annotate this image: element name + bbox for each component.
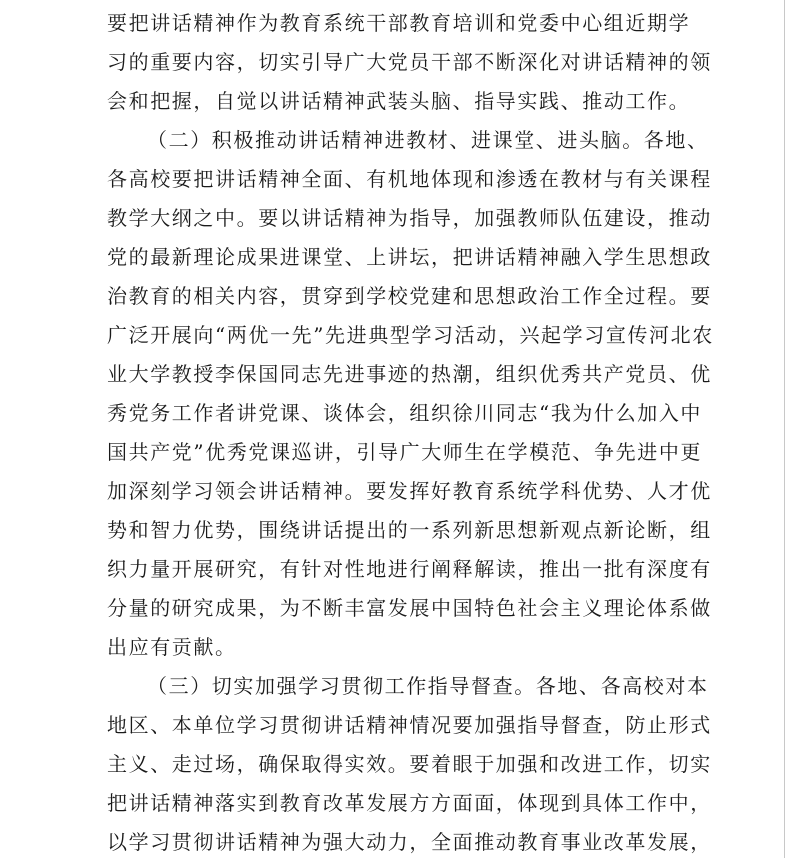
text-line: 出应有贡献。 xyxy=(107,635,237,659)
text-line: 织力量开展研究，有针对性地进行阐释解读，推出一批有深度有 xyxy=(107,557,712,581)
section-heading-line: （三）切实加强学习贯彻工作指导督查。各地、各高校对本 xyxy=(147,674,709,698)
section-heading-line: （二）积极推动讲话精神进教材、进课堂、进头脑。各地、 xyxy=(147,128,709,152)
text-line: 主义、走过场，确保取得实效。要着眼于加强和改进工作，切实 xyxy=(107,752,712,776)
text-line: 要把讲话精神作为教育系统干部教育培训和党委中心组近期学 xyxy=(107,11,691,35)
text-line: 分量的研究成果，为不断丰富发展中国特色社会主义理论体系做 xyxy=(107,596,712,620)
text-line: 治教育的相关内容，贯穿到学校党建和思想政治工作全过程。要 xyxy=(107,284,712,308)
text-line: 国共产党”优秀党课巡讲，引导广大师生在学模范、争先进中更 xyxy=(107,440,703,464)
text-line: 势和智力优势，围绕讲话提出的一系列新思想新观点新论断，组 xyxy=(107,518,712,542)
text-line: 业大学教授李保国同志先进事迹的热潮，组织优秀共产党员、优 xyxy=(107,362,712,386)
text-line: 秀党务工作者讲党课、谈体会，组织徐川同志“我为什么加入中 xyxy=(107,401,703,425)
text-line: 把讲话精神落实到教育改革发展方方面面，体现到具体工作中， xyxy=(107,791,712,815)
text-line: 习的重要内容，切实引导广大党员干部不断深化对讲话精神的领 xyxy=(107,50,712,74)
text-line: 以学习贯彻讲话精神为强大动力，全面推动教育事业改革发展， xyxy=(107,830,712,854)
text-line: 地区、本单位学习贯彻讲话精神情况要加强指导督查，防止形式 xyxy=(107,713,712,737)
text-line: 加深刻学习领会讲话精神。要发挥好教育系统学科优势、人才优 xyxy=(107,479,712,503)
text-line: 会和把握，自觉以讲话精神武装头脑、指导实践、推动工作。 xyxy=(107,89,691,113)
page-edge-divider xyxy=(784,0,785,858)
document-body xyxy=(107,4,714,862)
text-line: 各高校要把讲话精神全面、有机地体现和渗透在教材与有关课程 xyxy=(107,167,712,191)
text-line: 广泛开展向“两优一先”先进典型学习活动，兴起学习宣传河北农 xyxy=(107,323,714,347)
text-line: 党的最新理论成果进课堂、上讲坛，把讲话精神融入学生思想政 xyxy=(107,245,712,269)
text-line: 教学大纲之中。要以讲话精神为指导，加强教师队伍建设，推动 xyxy=(107,206,712,230)
